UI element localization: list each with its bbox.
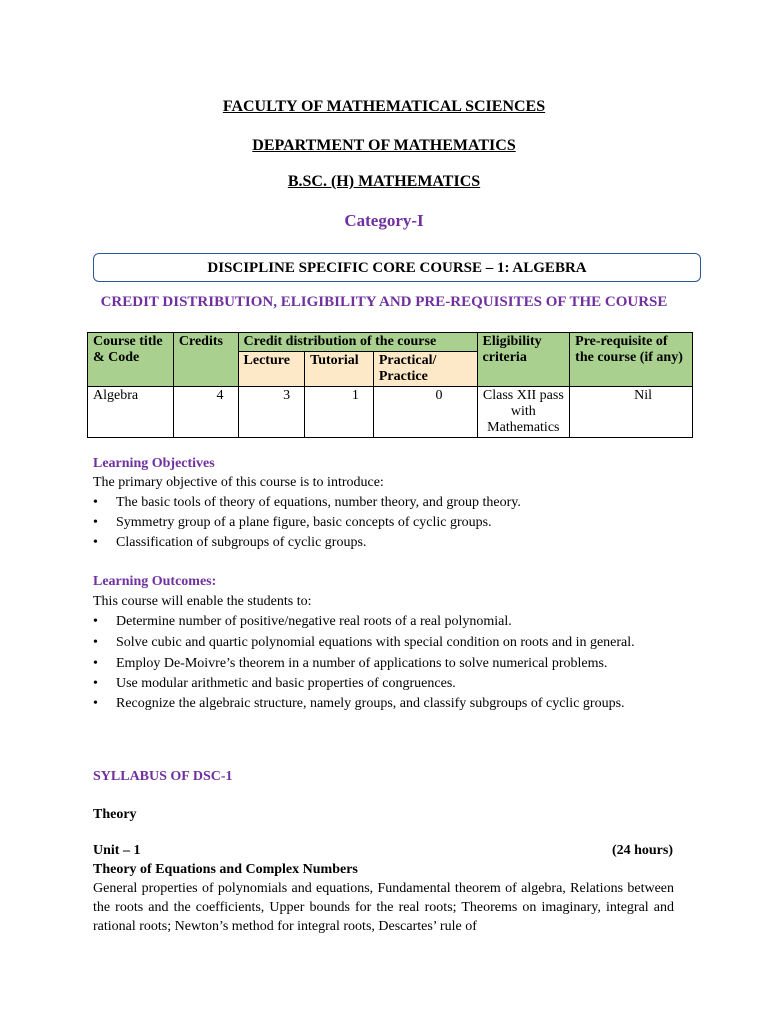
list-item: • Employ De-Moivre’s theorem in a number of applications to solve numerical problems.	[93, 654, 674, 673]
header-prerequisite: Pre-requisite of the course (if any)	[570, 333, 693, 387]
cell-prereq: Nil	[570, 387, 693, 438]
programme-title: B.SC. (H) MATHEMATICS	[287, 173, 481, 190]
theory-label: Theory	[93, 807, 137, 822]
cell-eligibility: Class XII pass with Mathematics	[477, 387, 570, 438]
header-lecture: Lecture	[238, 352, 305, 387]
unit-title: Unit – 1	[93, 843, 141, 858]
cell-lecture: 3	[238, 387, 305, 438]
list-item: • Solve cubic and quartic polynomial equations with special condition on roots and in general.	[93, 633, 674, 652]
list-item: • Classification of subgroups of cyclic groups.	[93, 533, 683, 552]
cell-practical: 0	[373, 387, 477, 438]
header-eligibility: Eligibility criteria	[477, 333, 570, 387]
course-title-box: DISCIPLINE SPECIFIC CORE COURSE – 1: ALGEBRA	[93, 253, 701, 282]
cell-title: Algebra	[88, 387, 174, 438]
objectives-intro: The primary objective of this course is to introduce:	[93, 475, 384, 490]
header-credits: Credits	[173, 333, 238, 387]
list-item: • Use modular arithmetic and basic properties of congruences.	[93, 674, 674, 693]
header-tutorial: Tutorial	[305, 352, 374, 387]
cell-tutorial: 1	[305, 387, 374, 438]
list-item: • Recognize the algebraic structure, namely groups, and classify subgroups of cyclic groups.	[93, 694, 674, 713]
list-item: • The basic tools of theory of equations, number theory, and group theory.	[93, 493, 683, 512]
credit-table	[87, 332, 693, 438]
outcomes-intro: This course will enable the students to:	[93, 594, 312, 609]
objectives-list	[93, 493, 683, 552]
objectives-heading: Learning Objectives	[93, 456, 215, 471]
header-practical: Practical/ Practice	[373, 352, 477, 387]
cell-credits: 4	[173, 387, 238, 438]
faculty-title: FACULTY OF MATHEMATICAL SCIENCES	[222, 98, 546, 115]
unit-hours: (24 hours)	[611, 843, 673, 858]
list-item: • Determine number of positive/negative real roots of a real polynomial.	[93, 612, 674, 631]
header-course-title: Course title & Code	[88, 333, 174, 387]
unit-description: General properties of polynomials and equations, Fundamental theorem of algebra, Relations between the roots and the coefficients, Upper bounds for the real roots; Theorems on imaginary, integral and rational roots; Newton’s method for integral roots, Descartes’ rule of	[93, 881, 674, 934]
outcomes-list	[93, 612, 674, 713]
unit-subtitle: Theory of Equations and Complex Numbers	[93, 862, 358, 877]
outcomes-heading: Learning Outcomes:	[93, 574, 217, 589]
category-label: Category-I	[344, 211, 424, 230]
list-item: • Symmetry group of a plane figure, basic concepts of cyclic groups.	[93, 513, 683, 532]
header-credit-distribution: Credit distribution of the course	[238, 333, 477, 352]
syllabus-heading: SYLLABUS OF DSC-1	[93, 769, 233, 784]
credit-heading: CREDIT DISTRIBUTION, ELIGIBILITY AND PRE-REQUISITES OF THE COURSE	[100, 294, 668, 310]
department-title: DEPARTMENT OF MATHEMATICS	[252, 137, 516, 154]
